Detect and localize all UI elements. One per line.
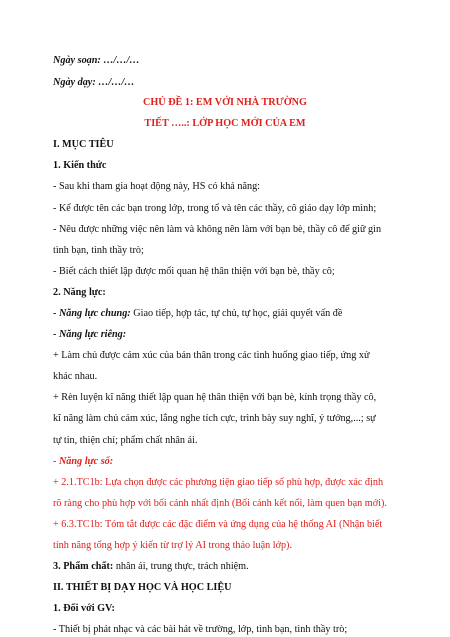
knowledge-item-3: - Biết cách thiết lập được mối quan hệ thân thiện với bạn bè, thầy cô;	[53, 266, 335, 277]
teacher-title: 1. Đối với GV:	[53, 603, 115, 614]
section-objectives-title: I. MỤC TIÊU	[53, 139, 114, 150]
qualities	[53, 561, 249, 573]
topic-title: CHỦ ĐỀ 1: EM VỚI NHÀ TRƯỜNG	[143, 97, 307, 108]
knowledge-item-1: - Kể được tên các bạn trong lớp, trong tổ và tên các thầy, cô giáo dạy lớp mình;	[53, 203, 377, 214]
lesson-title: TIẾT …..: LỚP HỌC MỚI CỦA EM	[144, 118, 306, 129]
general-skills-text: Giao tiếp, hợp tác, tự chủ, tự học, giải quyết vấn đề	[130, 308, 343, 319]
teacher-item-1: - Thiết bị phát nhạc và các bài hát về trường, lớp, tình bạn, tình thầy trò;	[53, 624, 348, 635]
date-prepare: Ngày soạn: …/…/…	[53, 55, 140, 66]
digital-item-1b: rõ ràng cho phù hợp với bối cảnh nhất định (Bối cảnh kết nối, làm quen bạn mới).	[53, 498, 387, 509]
knowledge-item-2a: - Nêu được những việc nên làm và không nên làm với bạn bè, thầy cô để giữ gìn	[53, 224, 382, 235]
knowledge-title: 1. Kiến thức	[53, 160, 107, 171]
knowledge-intro: - Sau khi tham gia hoạt động này, HS có khả năng:	[53, 181, 261, 192]
specific-item-2c: tự tin, thiện chí; phẩm chất nhân ái.	[53, 435, 198, 446]
knowledge-item-2b: tình bạn, tình thầy trò;	[53, 245, 144, 256]
qualities-text: nhân ái, trung thực, trách nhiệm.	[113, 561, 249, 572]
digital-skills-label: - Năng lực số:	[53, 456, 114, 467]
specific-item-2b: kĩ năng làm chủ cảm xúc, lắng nghe tích cực, trình bày suy nghĩ, ý tưởng,...; sự	[53, 413, 376, 424]
date-teach: Ngày dạy: …/…/…	[53, 77, 135, 88]
skills-title: 2. Năng lực:	[53, 287, 106, 298]
specific-skills-label: - Năng lực riêng:	[53, 329, 127, 340]
general-skills-label: - Năng lực chung:	[53, 308, 131, 319]
specific-item-1b: khác nhau.	[53, 371, 98, 382]
digital-item-2a: + 6.3.TC1b: Tóm tắt được các đặc điểm và ứng dụng của hệ thống AI (Nhận biết	[53, 519, 383, 530]
general-skills	[53, 308, 342, 320]
specific-item-1a: + Làm chủ được cảm xúc của bản thân trong các tình huống giao tiếp, ứng xử	[53, 350, 370, 361]
digital-item-1a: + 2.1.TC1b: Lựa chọn được các phương tiện giao tiếp số phù hợp, được xác định	[53, 477, 384, 488]
digital-item-2b: tính năng tổng hợp ý kiến từ trợ lý AI trong thảo luận lớp).	[53, 540, 292, 551]
qualities-label: 3. Phẩm chất:	[53, 561, 114, 572]
section-equipment-title: II. THIẾT BỊ DẠY HỌC VÀ HỌC LIỆU	[53, 582, 232, 593]
specific-item-2a: + Rèn luyện kĩ năng thiết lập quan hệ thân thiện với bạn bè, kính trọng thầy cô,	[53, 392, 377, 403]
